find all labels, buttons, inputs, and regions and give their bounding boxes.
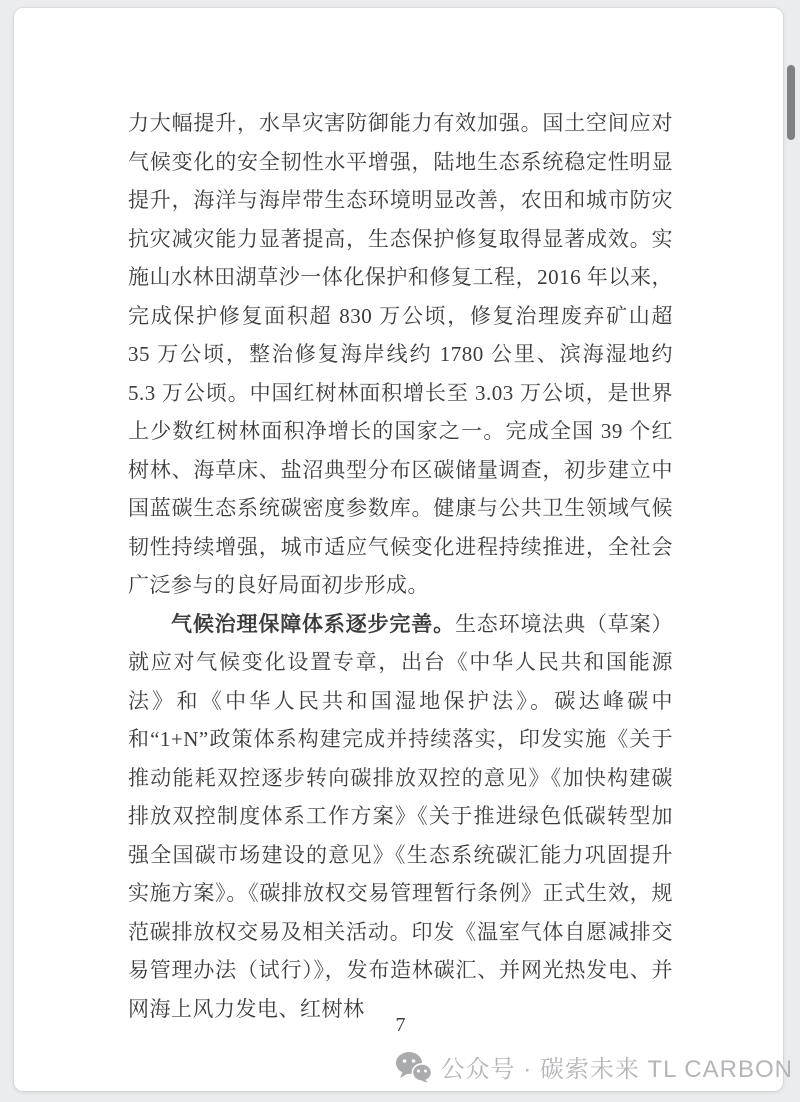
paragraph-text: 生态环境法典（草案）就应对气候变化设置专章，出台《中华人民共和国能源法》和《中华人民共和国湿地保护法》。碳达峰碳中和“1+N”政策体系构建完成并持续落实，印发实施《关于推动能耗双控逐步转向碳排放双控的意见》《加快构建碳排放双控制度体系工作方案》《关于推进绿色低碳转型加强全国碳市场建设的意见》《生态系统碳汇能力巩固提升实施方案》。《碳排放权交易管理暂行条例》正式生效，规范碳排放权交易及相关活动。印发《温室气体自愿减排交易管理办法（试行）》，发布造林碳汇、并网光热发电、并网海上风力发电、红树林 bbox=[128, 611, 674, 1021]
watermark-text: 公众号 · 碳索未来 TL CARBON bbox=[440, 1056, 793, 1083]
page-text-block bbox=[128, 104, 673, 1028]
document-page bbox=[14, 8, 783, 1091]
scrollbar-track[interactable] bbox=[785, 8, 797, 1091]
page-number: 7 bbox=[395, 1014, 406, 1036]
paragraph bbox=[128, 605, 673, 1029]
paragraph-text: 力大幅提升，水旱灾害防御能力有效加强。国土空间应对气候变化的安全韧性水平增强，陆地生态系统稳定性明显提升，海洋与海岸带生态环境明显改善，农田和城市防灾抗灾减灾能力显著提高，生态保护修复取得显著成效。实施山水林田湖草沙一体化保护和修复工程，2016 年以来，完成保护修复面积超 830 万公顷，修复治理废弃矿山超 35 万公顷，整治修复海岸线约 1780 公里、滨海湿地约 5.3 万公顷。中国红树林面积增长至 3.03 万公顷，是世界上少数红树林面积净增长的国家之一。完成全国 39 个红树林、海草床、盐沼典型分布区碳储量调查，初步建立中国蓝碳生态系统碳密度参数库。健康与公共卫生领域气候韧性持续增强，城市适应气候变化进程持续推进，全社会广泛参与的良好局面初步形成。 bbox=[128, 111, 673, 597]
wechat-icon bbox=[395, 1051, 432, 1083]
watermark bbox=[395, 1049, 793, 1084]
scrollbar-thumb[interactable] bbox=[787, 65, 795, 140]
paragraph bbox=[128, 104, 673, 605]
paragraph-lead: 气候治理保障体系逐步完善。 bbox=[171, 611, 455, 636]
